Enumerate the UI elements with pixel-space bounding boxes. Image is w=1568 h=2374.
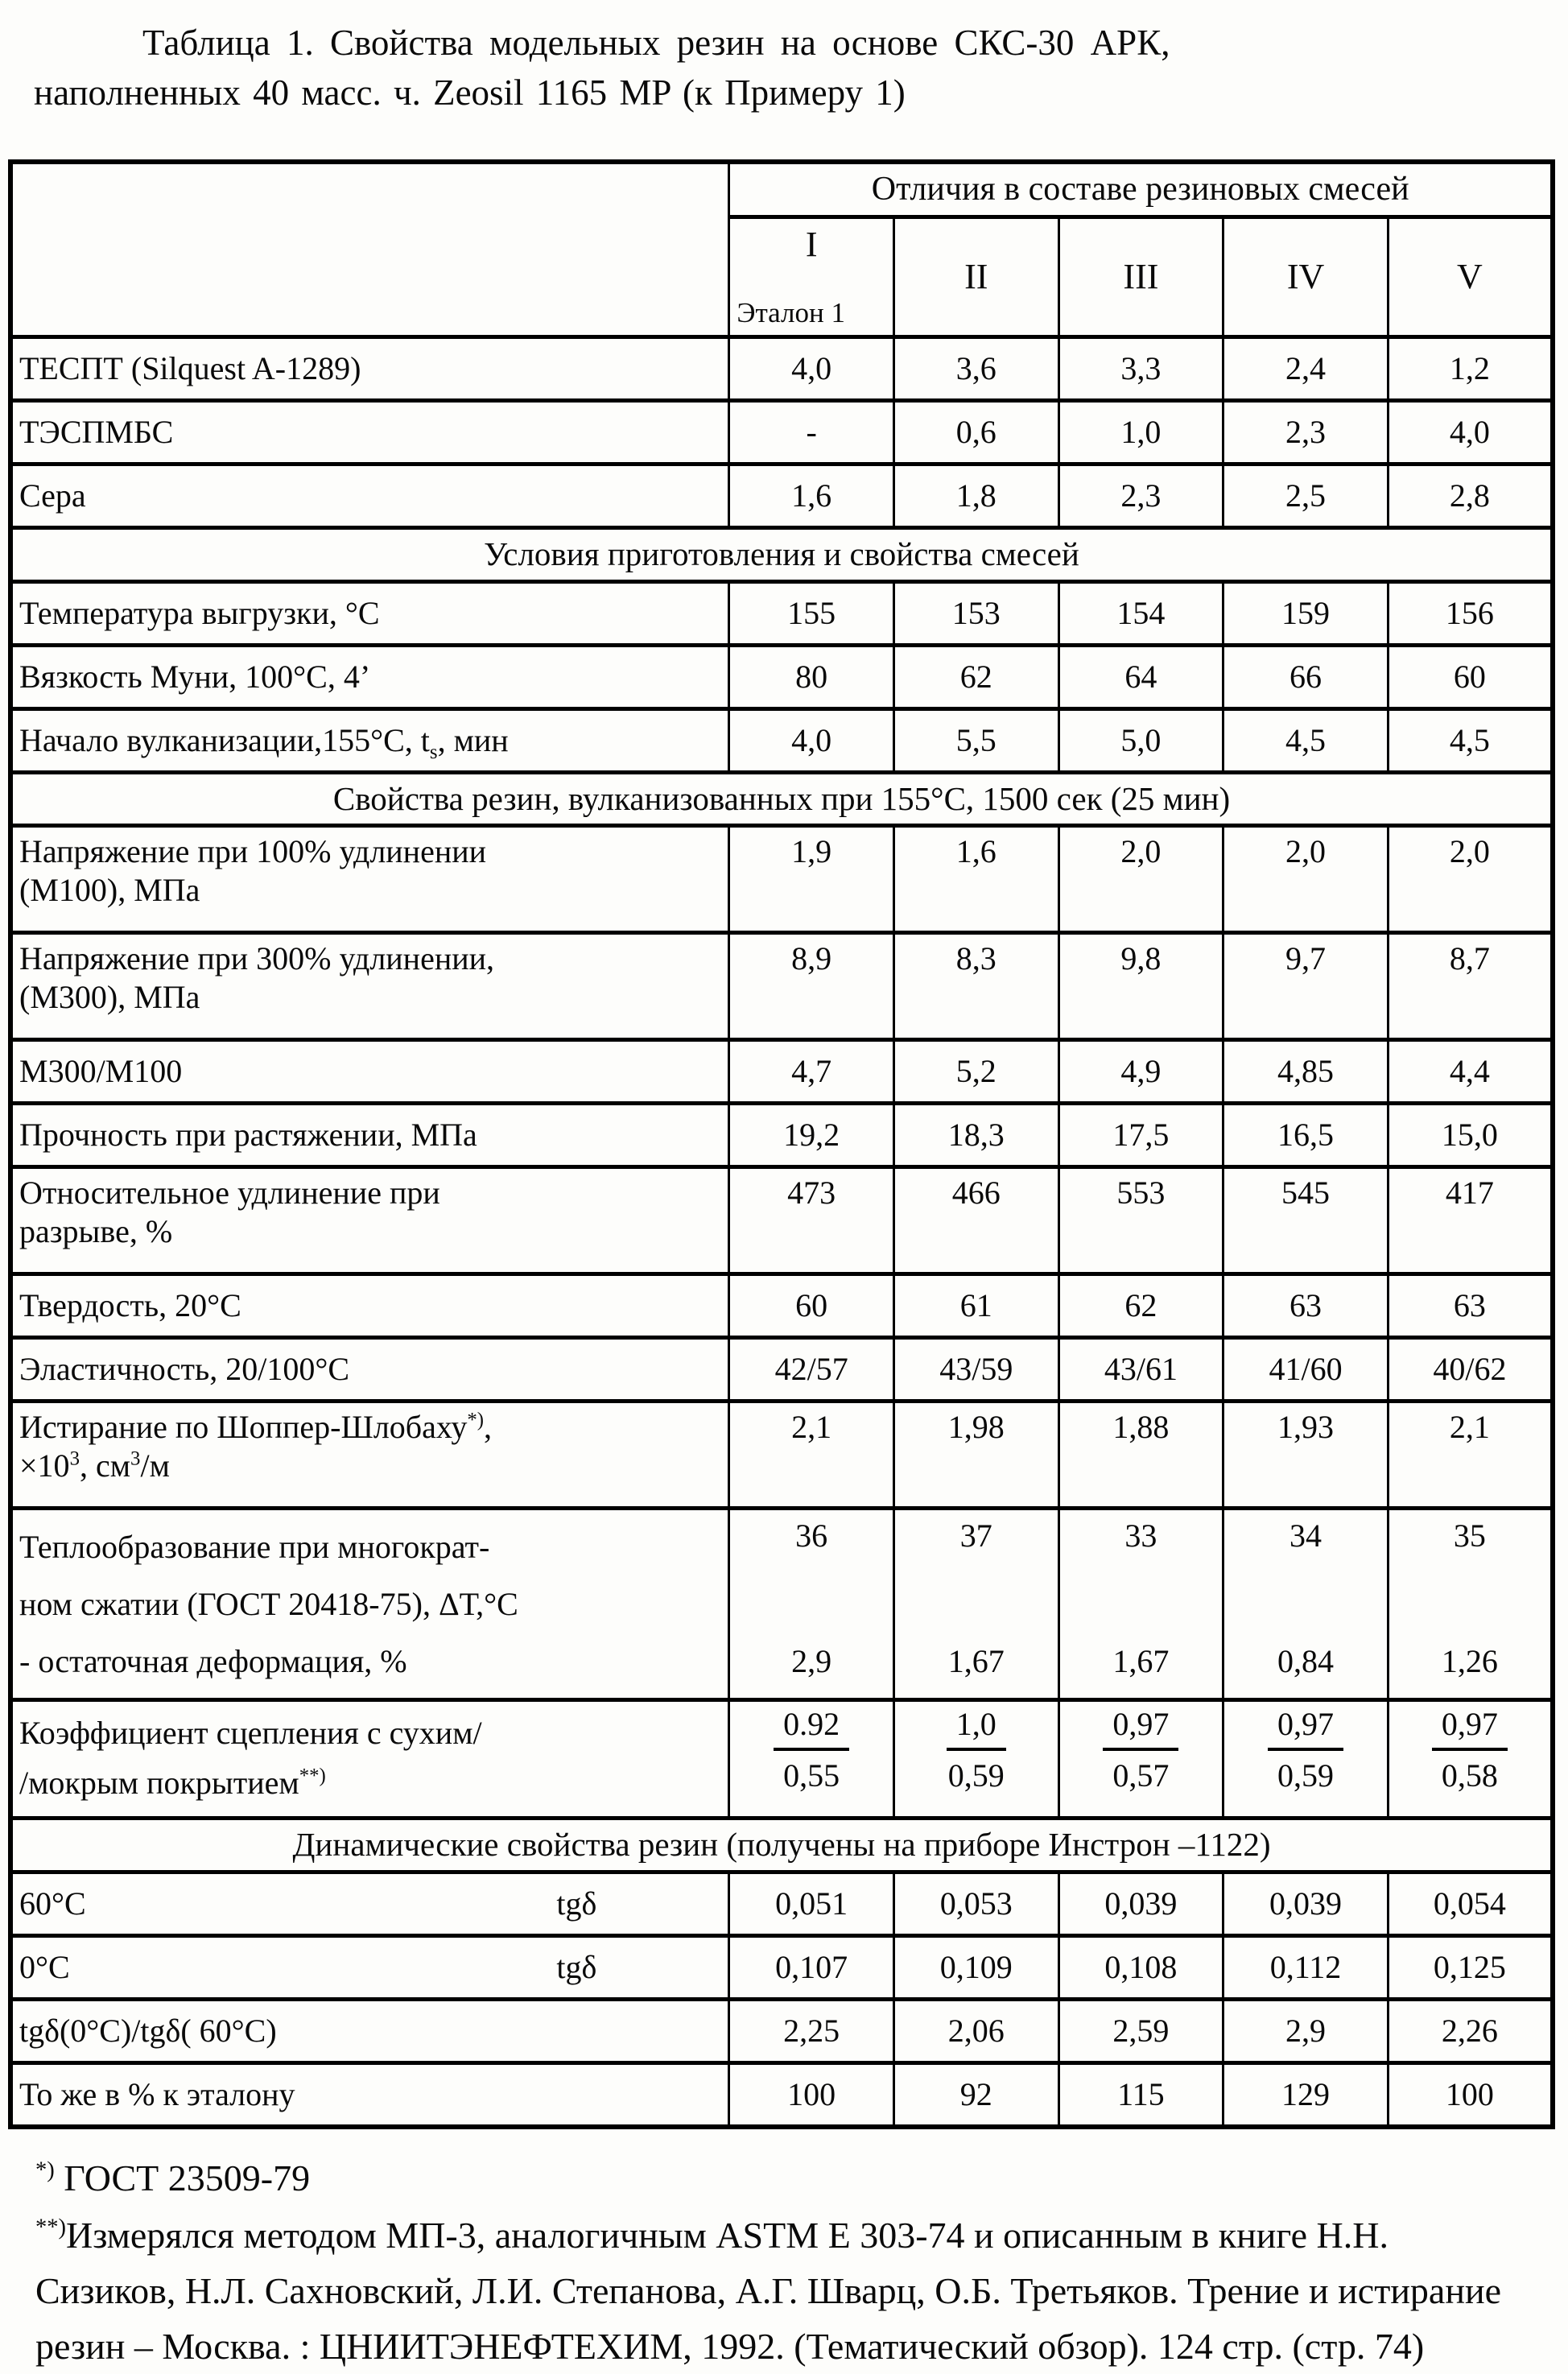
- value-fraction-cell: [893, 1700, 1058, 1819]
- table-row: [10, 464, 1553, 528]
- table-row: [10, 645, 1553, 708]
- value-cell: 159: [1223, 581, 1389, 645]
- row-label: ТЭСПМБС: [10, 401, 729, 464]
- column-header-2-numeral: II: [964, 256, 988, 296]
- value-cell: 4,9: [1058, 1039, 1223, 1103]
- row-label: Коэффициент сцепления с сухим/ /мокрым покрытием**): [10, 1700, 729, 1819]
- value-cell: 2,3: [1058, 464, 1223, 528]
- table-row: [10, 1039, 1553, 1103]
- value-cell: 1,9: [729, 825, 894, 932]
- value-wet: 0,55: [783, 1757, 840, 1794]
- value-cell: 43/59: [893, 1337, 1058, 1401]
- properties-table: [8, 159, 1555, 2128]
- value-cell: 18,3: [893, 1103, 1058, 1166]
- value-cell: 43/61: [1058, 1337, 1223, 1401]
- value-bottom: 0,84: [1277, 1642, 1335, 1679]
- value-wet: 0,59: [1277, 1757, 1335, 1794]
- row-label: Вязкость Муни, 100°С, 4’: [10, 645, 729, 708]
- value-dry: 1,0: [947, 1705, 1006, 1751]
- row-label: [10, 1872, 729, 1935]
- value-cell: 2,1: [729, 1401, 894, 1508]
- value-cell: 0,039: [1223, 1872, 1389, 1935]
- value-cell: 62: [1058, 1274, 1223, 1337]
- value-cell: 61: [893, 1274, 1058, 1337]
- value-cell: 100: [1388, 2062, 1553, 2127]
- footnote-2-text: Измерялся методом МП-3, аналогичным ASTM Е 303-74 и описанным в книге Н.Н. Сизиков, Н.Л. Сахновский, Л.И. Степанова, А.Г. Шварц, О.Б. Третьяков. Трение и истирание резин – Москва. : ЦНИИТЭНЕФТЕХИМ, 1992. (Тематический обзор). 124 стр. (стр. 74): [35, 2214, 1501, 2367]
- row-label: Температура выгрузки, °С: [10, 581, 729, 645]
- value-cell: 5,2: [893, 1039, 1058, 1103]
- value-cell: 4,7: [729, 1039, 894, 1103]
- row-label: То же в % к эталону: [10, 2062, 729, 2127]
- value-cell: 155: [729, 581, 894, 645]
- value-pair-cell: [1388, 1508, 1553, 1700]
- value-cell: 129: [1223, 2062, 1389, 2127]
- row-label: Относительное удлинение при разрыве, %: [10, 1166, 729, 1274]
- table-row: [10, 2062, 1553, 2127]
- value-cell: 2,9: [1223, 1999, 1389, 2062]
- value-cell: 545: [1223, 1166, 1389, 1274]
- header-empty-cell: [10, 162, 729, 337]
- value-cell: 0,053: [893, 1872, 1058, 1935]
- value-cell: 4,0: [729, 708, 894, 772]
- value-cell: 156: [1388, 581, 1553, 645]
- value-cell: 466: [893, 1166, 1058, 1274]
- column-header-1-numeral: I: [805, 224, 818, 264]
- table-row: [10, 1700, 1553, 1819]
- value-bottom: 2,9: [791, 1642, 832, 1679]
- footnote-2-marker: **): [35, 2215, 67, 2240]
- value-cell: 8,7: [1388, 932, 1553, 1039]
- value-cell: 0,108: [1058, 1935, 1223, 1999]
- value-top: 37: [959, 1517, 992, 1554]
- table-row: [10, 1401, 1553, 1508]
- value-cell: 153: [893, 581, 1058, 645]
- value-cell: 4,0: [1388, 401, 1553, 464]
- value-cell: 2,25: [729, 1999, 894, 2062]
- row-label: Эластичность, 20/100°С: [10, 1337, 729, 1401]
- value-cell: 3,6: [893, 337, 1058, 401]
- value-pair-cell: [1058, 1508, 1223, 1700]
- value-cell: 4,0: [729, 337, 894, 401]
- value-cell: 16,5: [1223, 1103, 1389, 1166]
- value-top: 35: [1453, 1517, 1486, 1554]
- value-bottom: 1,26: [1441, 1642, 1498, 1679]
- row-sublabel: tgδ: [556, 1885, 597, 1922]
- value-cell: 553: [1058, 1166, 1223, 1274]
- value-top: 36: [795, 1517, 828, 1554]
- value-cell: 2,06: [893, 1999, 1058, 2062]
- table-row: [10, 1872, 1553, 1935]
- value-cell: 0,109: [893, 1935, 1058, 1999]
- value-cell: 3,3: [1058, 337, 1223, 401]
- header-group-title: Отличия в составе резиновых смесей: [729, 162, 1553, 217]
- table-title-line1: Таблица 1. Свойства модельных резин на основе СКС-30 АРК,: [142, 23, 1170, 63]
- table-title: [34, 18, 1241, 118]
- column-header-3: [1058, 217, 1223, 337]
- value-wet: 0,57: [1112, 1757, 1170, 1794]
- value-cell: 1,6: [893, 825, 1058, 932]
- table-row: [10, 1337, 1553, 1401]
- column-header-4: [1223, 217, 1389, 337]
- table-row: [10, 581, 1553, 645]
- table-row: [10, 1508, 1553, 1700]
- value-cell: 19,2: [729, 1103, 894, 1166]
- footnotes: [35, 2150, 1533, 2374]
- value-cell: 62: [893, 645, 1058, 708]
- value-cell: 2,0: [1058, 825, 1223, 932]
- value-cell: 4,5: [1388, 708, 1553, 772]
- value-cell: 0,112: [1223, 1935, 1389, 1999]
- row-label: Твердость, 20°С: [10, 1274, 729, 1337]
- value-cell: 2,0: [1223, 825, 1389, 932]
- table-title-line2: наполненных 40 масс. ч. Zeosil 1165 MP (к Примеру 1): [34, 72, 906, 114]
- value-cell: 1,88: [1058, 1401, 1223, 1508]
- value-dry: 0,97: [1103, 1705, 1178, 1751]
- value-fraction-cell: [1388, 1700, 1553, 1819]
- row-label: tgδ(0°С)/tgδ( 60°С): [10, 1999, 729, 2062]
- value-cell: 417: [1388, 1166, 1553, 1274]
- value-cell: 1,2: [1388, 337, 1553, 401]
- value-dry: 0.92: [774, 1705, 849, 1751]
- value-cell: 2,59: [1058, 1999, 1223, 2062]
- value-cell: 2,1: [1388, 1401, 1553, 1508]
- value-cell: 0,125: [1388, 1935, 1553, 1999]
- column-header-1-note: Эталон 1: [737, 297, 845, 329]
- value-fraction-cell: [1223, 1700, 1389, 1819]
- value-cell: 154: [1058, 581, 1223, 645]
- value-cell: 60: [729, 1274, 894, 1337]
- section-row: [10, 528, 1553, 581]
- footnote-2: [35, 2207, 1533, 2374]
- table-row: [10, 1103, 1553, 1166]
- value-cell: 63: [1223, 1274, 1389, 1337]
- table-row: [10, 1999, 1553, 2062]
- value-cell: 0,039: [1058, 1872, 1223, 1935]
- value-cell: 40/62: [1388, 1337, 1553, 1401]
- table-row: [10, 337, 1553, 401]
- value-cell: 2,4: [1223, 337, 1389, 401]
- value-cell: 92: [893, 2062, 1058, 2127]
- value-cell: 2,26: [1388, 1999, 1553, 2062]
- column-header-3-numeral: III: [1123, 256, 1159, 296]
- value-bottom: 1,67: [1112, 1642, 1170, 1679]
- row-label: ТЕСПТ (Silquest A-1289): [10, 337, 729, 401]
- value-cell: 0,107: [729, 1935, 894, 1999]
- value-cell: 1,8: [893, 464, 1058, 528]
- section-header: Свойства резин, вулканизованных при 155°С, 1500 сек (25 мин): [10, 772, 1553, 825]
- table-row: [10, 1274, 1553, 1337]
- value-cell: 473: [729, 1166, 894, 1274]
- row-label-text: 60°С: [19, 1885, 86, 1922]
- value-top: 34: [1289, 1517, 1322, 1554]
- value-cell: 4,85: [1223, 1039, 1389, 1103]
- value-cell: 8,9: [729, 932, 894, 1039]
- value-dry: 0,97: [1268, 1705, 1343, 1751]
- value-pair-cell: [1223, 1508, 1389, 1700]
- table-row: [10, 401, 1553, 464]
- value-cell: 2,8: [1388, 464, 1553, 528]
- value-cell: 66: [1223, 645, 1389, 708]
- value-cell: 0,054: [1388, 1872, 1553, 1935]
- column-header-1: [729, 217, 894, 337]
- value-cell: 8,3: [893, 932, 1058, 1039]
- row-label: Начало вулканизации,155°С, $t_s$, мин: [10, 708, 729, 772]
- value-cell: 41/60: [1223, 1337, 1389, 1401]
- value-pair-cell: [729, 1508, 894, 1700]
- value-cell: 42/57: [729, 1337, 894, 1401]
- value-cell: 115: [1058, 2062, 1223, 2127]
- row-label: Сера: [10, 464, 729, 528]
- row-sublabel: tgδ: [556, 1948, 597, 1985]
- footnote-1: [35, 2150, 1533, 2206]
- value-bottom: 1,67: [947, 1642, 1005, 1679]
- value-cell: 2,0: [1388, 825, 1553, 932]
- section-header: Условия приготовления и свойства смесей: [10, 528, 1553, 581]
- section-row: [10, 772, 1553, 825]
- value-cell: 17,5: [1058, 1103, 1223, 1166]
- value-cell: 4,4: [1388, 1039, 1553, 1103]
- scanned-document-page: [0, 18, 1568, 2367]
- column-header-5: [1388, 217, 1553, 337]
- value-dry: 0,97: [1432, 1705, 1508, 1751]
- table-row: [10, 1935, 1553, 1999]
- section-row: [10, 1819, 1553, 1872]
- value-cell: 9,8: [1058, 932, 1223, 1039]
- value-cell: 1,93: [1223, 1401, 1389, 1508]
- value-cell: 2,3: [1223, 401, 1389, 464]
- table-row: [10, 932, 1553, 1039]
- value-cell: 5,5: [893, 708, 1058, 772]
- column-header-2: [893, 217, 1058, 337]
- value-top: 33: [1124, 1517, 1157, 1554]
- value-cell: 4,5: [1223, 708, 1389, 772]
- row-label-text: 0°С: [19, 1948, 70, 1985]
- value-pair-cell: [893, 1508, 1058, 1700]
- header-row-group: [10, 162, 1553, 217]
- value-cell: 9,7: [1223, 932, 1389, 1039]
- value-cell: 2,5: [1223, 464, 1389, 528]
- column-header-4-numeral: IV: [1286, 256, 1325, 296]
- value-cell: 5,0: [1058, 708, 1223, 772]
- value-cell: -: [729, 401, 894, 464]
- row-label: Прочность при растяжении, МПа: [10, 1103, 729, 1166]
- table-row: [10, 708, 1553, 772]
- value-cell: 60: [1388, 645, 1553, 708]
- value-cell: 80: [729, 645, 894, 708]
- value-cell: 15,0: [1388, 1103, 1553, 1166]
- value-cell: 63: [1388, 1274, 1553, 1337]
- row-label: Напряжение при 100% удлинении (М100), МПа: [10, 825, 729, 932]
- value-wet: 0,58: [1441, 1757, 1498, 1794]
- value-cell: 100: [729, 2062, 894, 2127]
- row-label: Теплообразование при многократ- ном сжатии (ГОСТ 20418-75), ΔТ,°С - остаточная деформация, %: [10, 1508, 729, 1700]
- row-label: Истирание по Шоппер-Шлобаху*), $\times 10^3$, $см^3/м$: [10, 1401, 729, 1508]
- column-header-5-numeral: V: [1457, 256, 1483, 296]
- section-header: Динамические свойства резин (получены на приборе Инстрон –1122): [10, 1819, 1553, 1872]
- table-row: [10, 1166, 1553, 1274]
- table-row: [10, 825, 1553, 932]
- footnote-1-text: ГОСТ 23509-79: [64, 2157, 311, 2199]
- row-label: М300/М100: [10, 1039, 729, 1103]
- value-fraction-cell: [729, 1700, 894, 1819]
- row-label: [10, 1935, 729, 1999]
- footnote-1-marker: *): [35, 2157, 55, 2183]
- value-cell: 0,6: [893, 401, 1058, 464]
- value-cell: 1,6: [729, 464, 894, 528]
- value-cell: 64: [1058, 645, 1223, 708]
- value-cell: 1,0: [1058, 401, 1223, 464]
- row-label: Напряжение при 300% удлинении, (М300), МПа: [10, 932, 729, 1039]
- value-cell: 0,051: [729, 1872, 894, 1935]
- value-cell: 1,98: [893, 1401, 1058, 1508]
- value-fraction-cell: [1058, 1700, 1223, 1819]
- value-wet: 0,59: [947, 1757, 1005, 1794]
